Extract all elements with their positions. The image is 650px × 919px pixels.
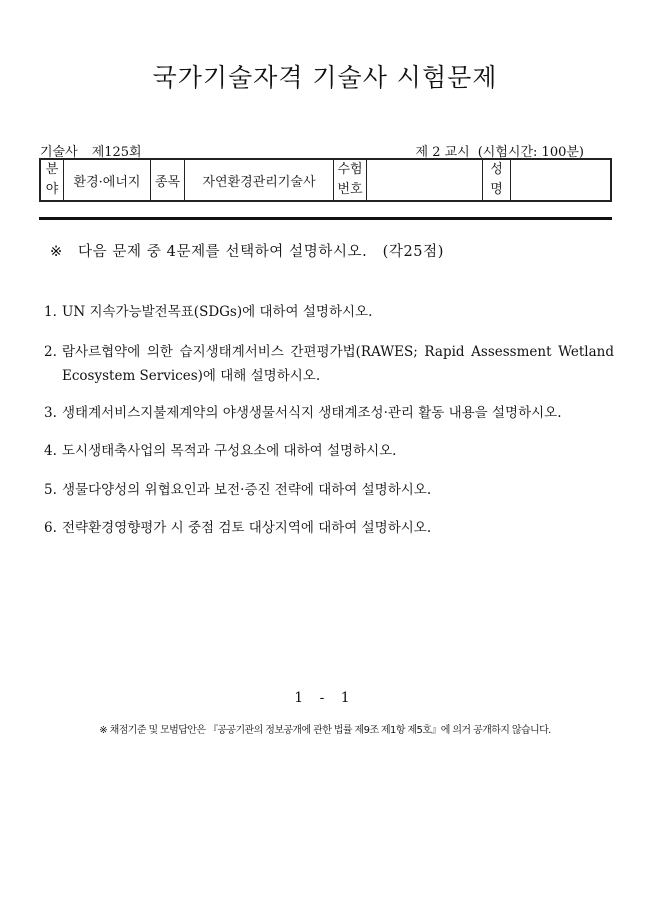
exam-number-field[interactable] xyxy=(367,159,483,201)
question-item xyxy=(44,439,614,463)
instruction xyxy=(50,240,444,261)
question-text: 생태계서비스지불제계약의 야생생물서식지 생태계조성·관리 활동 내용을 설명하시오. xyxy=(62,405,562,421)
instruction-text: 다음 문제 중 4문제를 선택하여 설명하시오. xyxy=(77,244,368,260)
question-text: 람사르협약에 의한 습지생태계서비스 간편평가법(RAWES; Rapid Assessment Wetland Ecosystem Services)에 대해 설명하시오. xyxy=(62,344,614,384)
instruction-score: (각25점) xyxy=(382,244,444,260)
exam-time: (시험시간: 100분) xyxy=(477,145,584,160)
item-value: 자연환경관리기술사 xyxy=(185,159,334,201)
question-number: 5. xyxy=(44,482,57,498)
question-item xyxy=(44,300,614,324)
question-number: 6. xyxy=(44,520,57,536)
exam-category: 기술사 xyxy=(40,145,78,160)
name-label-top: 성 xyxy=(490,162,503,177)
name-label-cell xyxy=(483,159,511,201)
question-list xyxy=(44,300,614,540)
question-item xyxy=(44,516,614,540)
page-number: 1 - 1 xyxy=(294,690,356,706)
page-title: 국가기술자격 기술사 시험문제 xyxy=(152,63,498,92)
name-label-bottom: 명 xyxy=(490,182,503,197)
question-text: UN 지속가능발전목표(SDGs)에 대하여 설명하시오. xyxy=(62,304,373,320)
reference-mark: ※ xyxy=(50,244,63,260)
question-number: 1. xyxy=(44,304,57,320)
question-text: 생물다양성의 위협요인과 보전·증진 전략에 대하여 설명하시오. xyxy=(62,482,432,498)
exam-round: 제125회 xyxy=(91,145,142,160)
question-text: 전략환경영향평가 시 중점 검토 대상지역에 대하여 설명하시오. xyxy=(62,520,432,536)
field-label-cell xyxy=(40,159,64,201)
question-item xyxy=(44,478,614,502)
exam-info-table xyxy=(39,158,612,202)
header-divider xyxy=(39,217,612,220)
question-item xyxy=(44,340,614,388)
field-label-bottom: 야 xyxy=(45,182,59,197)
item-label: 종목 xyxy=(151,159,185,201)
footer-note: ※ 채점기준 및 모범답안은 『공공기관의 정보공개에 관한 법률 제9조 제1항 제5호』에 의거 공개하지 않습니다. xyxy=(99,725,551,736)
field-value: 환경·에너지 xyxy=(64,159,151,201)
question-number: 2. xyxy=(44,344,57,360)
exam-number-label-cell xyxy=(334,159,367,201)
question-text: 도시생태축사업의 목적과 구성요소에 대하여 설명하시오. xyxy=(62,443,397,459)
exam-number-label-bottom: 번호 xyxy=(337,182,363,197)
exam-info-line xyxy=(40,141,612,159)
name-field[interactable] xyxy=(511,159,612,201)
exam-number-label-top: 수험 xyxy=(337,162,363,177)
question-number: 3. xyxy=(44,405,57,421)
question-number: 4. xyxy=(44,443,57,459)
question-item xyxy=(44,401,614,425)
field-label-top: 분 xyxy=(45,162,59,177)
exam-session: 제 2 교시 xyxy=(415,145,470,160)
